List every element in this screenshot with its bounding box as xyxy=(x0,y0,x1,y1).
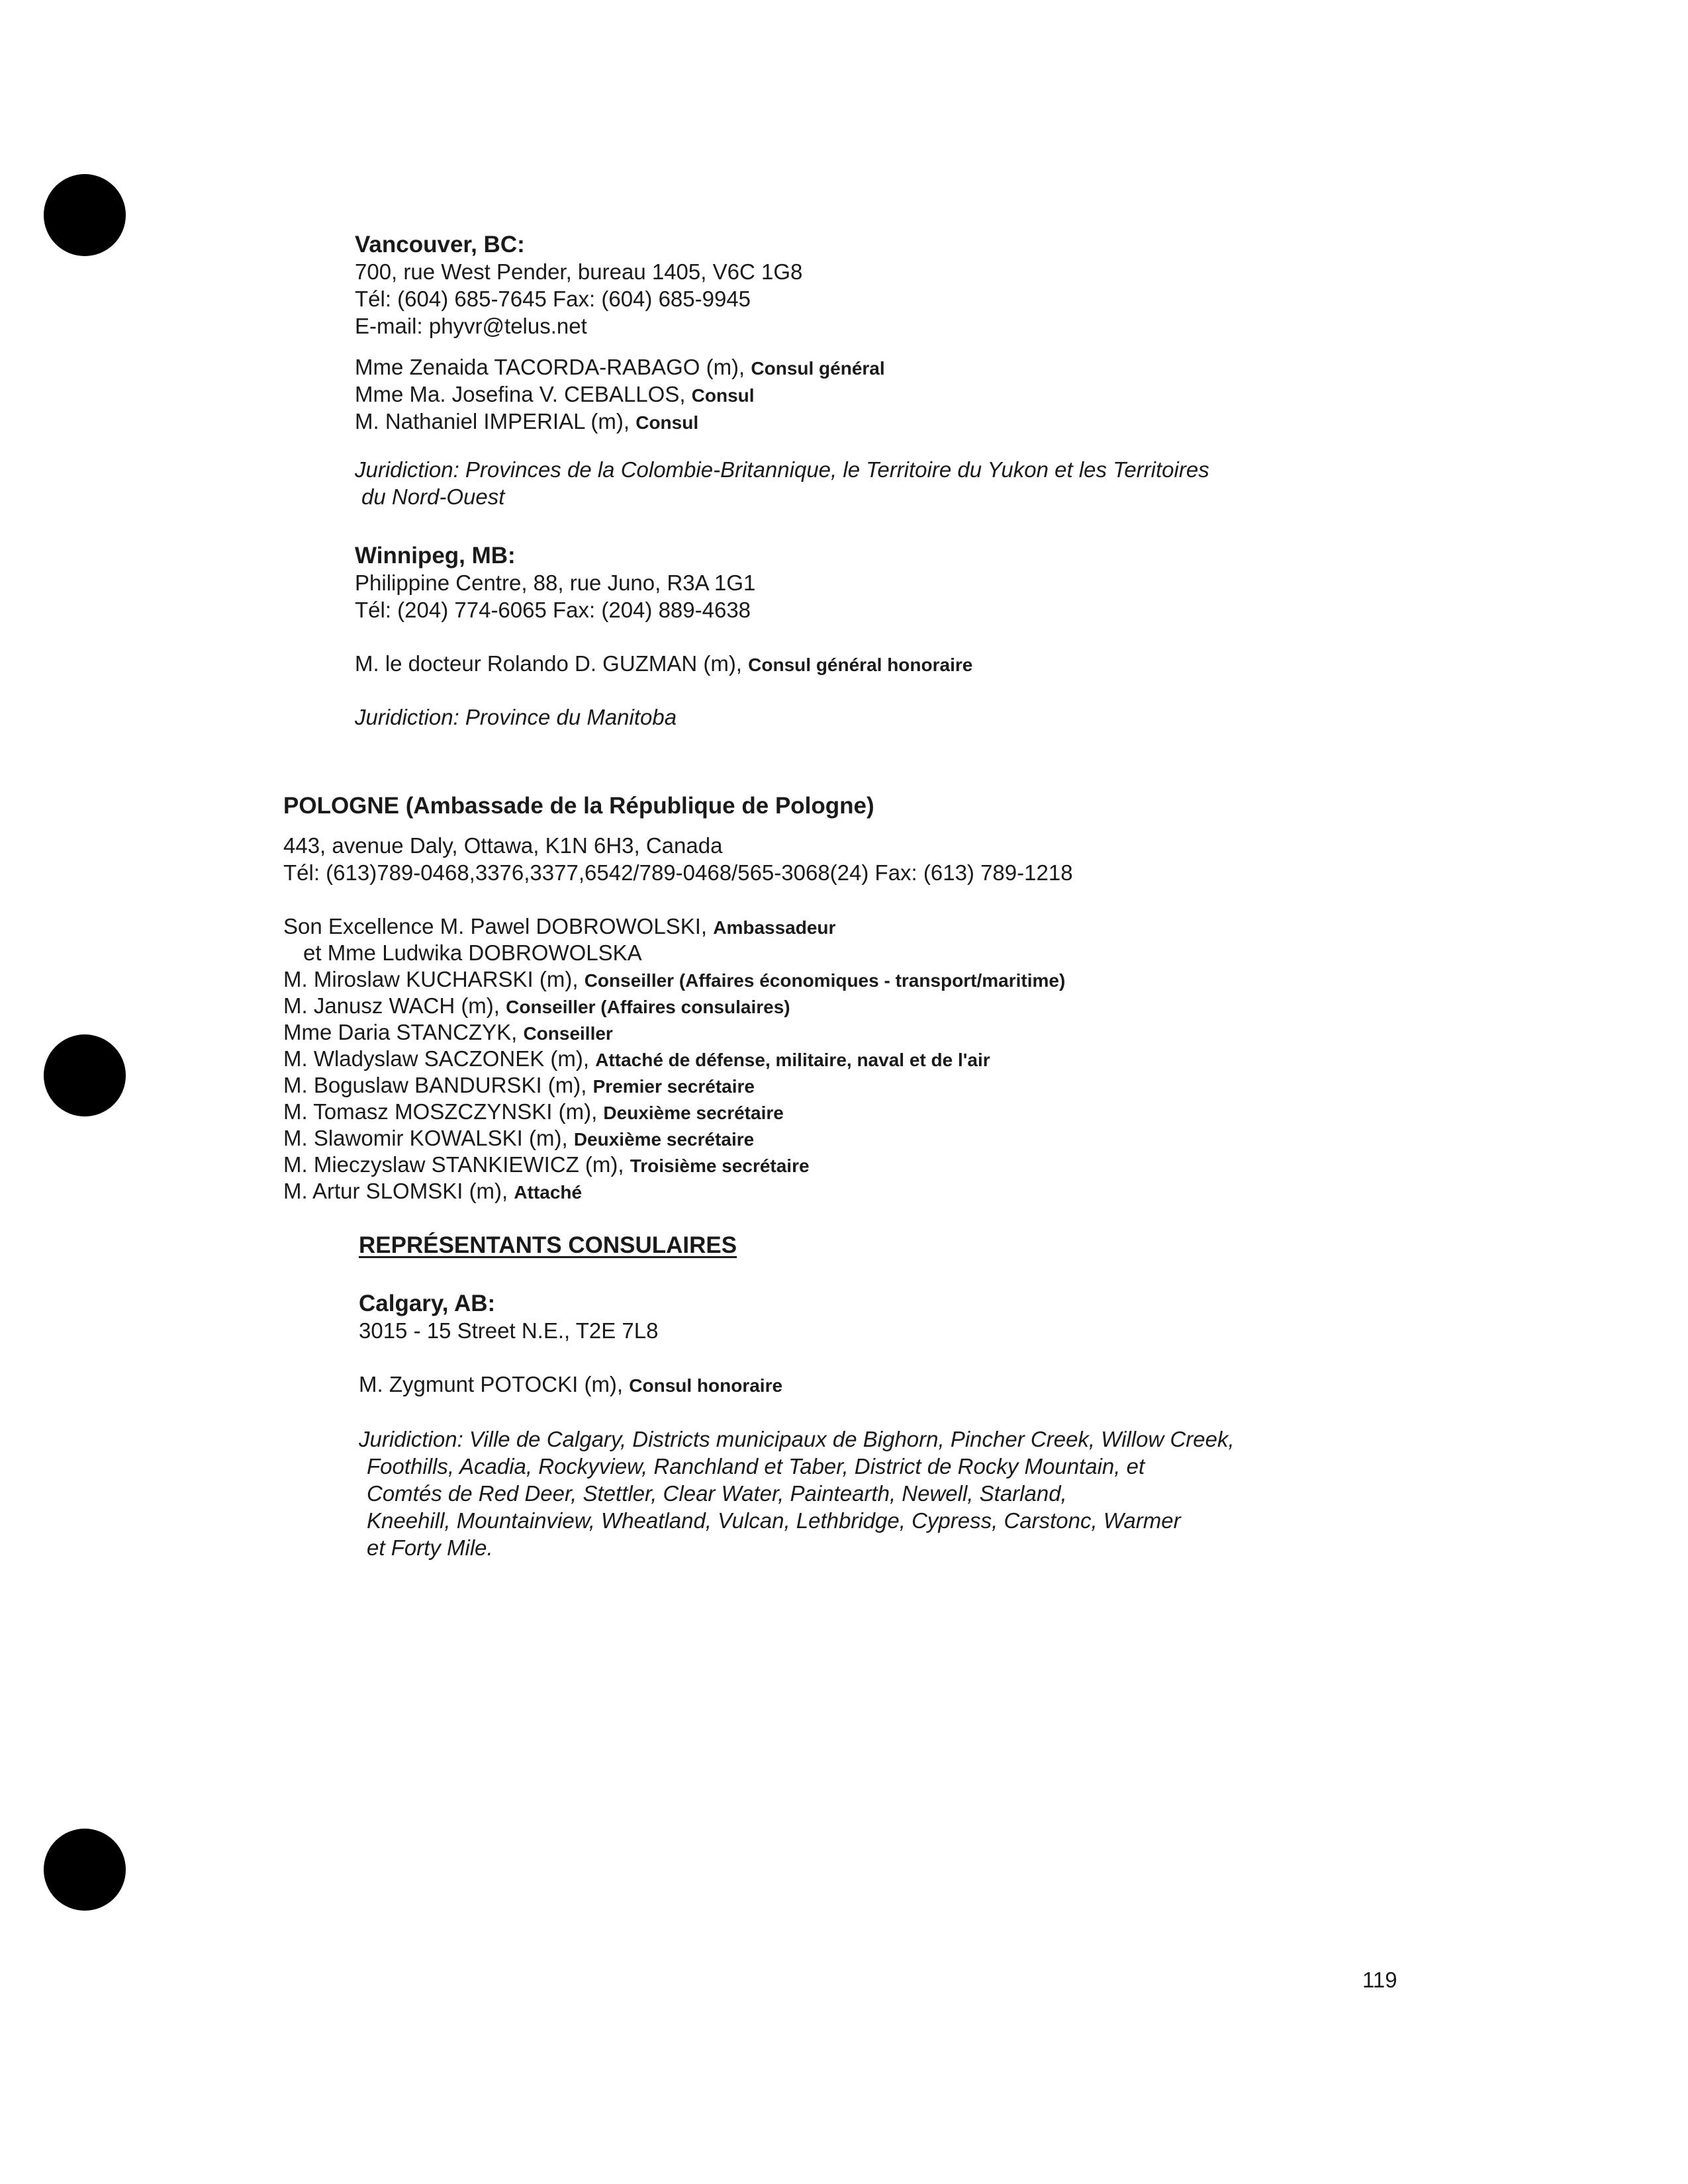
pologne-staff-3 xyxy=(283,966,1065,994)
vancouver-jurisdiction-2: du Nord-Ouest xyxy=(361,484,505,509)
staff-name: M. Janusz WACH (m), xyxy=(283,993,506,1018)
pologne-staff-10 xyxy=(283,1152,810,1179)
calgary-jurisdiction-2: Foothills, Acadia, Rockyview, Ranchland et Taber, District de Rocky Mountain, et xyxy=(367,1454,1145,1479)
pologne-staff-1 xyxy=(283,913,835,941)
vancouver-address: 700, rue West Pender, bureau 1405, V6C 1G8 xyxy=(355,259,803,284)
staff-title: Attaché de défense, militaire, naval et de l'air xyxy=(595,1050,990,1070)
pologne-staff-8 xyxy=(283,1099,784,1126)
pologne-heading xyxy=(283,793,874,819)
staff-title: Consul honoraire xyxy=(629,1375,783,1396)
vancouver-heading: Vancouver, BC: xyxy=(355,232,525,257)
vancouver-staff-1 xyxy=(355,354,885,382)
staff-name: M. le docteur Rolando D. GUZMAN (m), xyxy=(355,651,749,676)
vancouver-staff-3 xyxy=(355,408,698,436)
staff-name: M. Artur SLOMSKI (m), xyxy=(283,1179,514,1203)
vancouver-email: E-mail: phyvr@telus.net xyxy=(355,314,587,338)
winnipeg-phone: Tél: (204) 774-6065 Fax: (204) 889-4638 xyxy=(355,598,751,622)
staff-title: Premier secrétaire xyxy=(592,1076,755,1097)
staff-name: Son Excellence M. Pawel DOBROWOLSKI, xyxy=(283,914,714,938)
pologne-staff-9 xyxy=(283,1125,754,1153)
vancouver-jurisdiction-1: Juridiction: Provinces de la Colombie-Britannique, le Territoire du Yukon et les Territoires xyxy=(355,457,1209,482)
pologne-address: 443, avenue Daly, Ottawa, K1N 6H3, Canada xyxy=(283,833,723,858)
binder-hole-middle xyxy=(44,1034,126,1116)
staff-title: Conseiller (Affaires économiques - transport/maritime) xyxy=(584,970,1066,991)
winnipeg-staff-1 xyxy=(355,651,972,678)
calgary-heading: Calgary, AB: xyxy=(359,1291,496,1316)
staff-name: M. Nathaniel IMPERIAL (m), xyxy=(355,409,636,433)
calgary-jurisdiction-5: et Forty Mile. xyxy=(367,1535,493,1560)
staff-name: et Mme Ludwika DOBROWOLSKA xyxy=(303,940,642,965)
calgary-staff xyxy=(359,1371,782,1399)
staff-title: Consul xyxy=(691,385,755,406)
staff-name: Mme Daria STANCZYK, xyxy=(283,1020,524,1044)
page-number: 119 xyxy=(1362,1968,1397,1992)
vancouver-phone: Tél: (604) 685-7645 Fax: (604) 685-9945 xyxy=(355,287,751,311)
vancouver-staff-2 xyxy=(355,381,755,409)
staff-name: M. Boguslaw BANDURSKI (m), xyxy=(283,1073,593,1097)
staff-name: Mme Zenaida TACORDA-RABAGO (m), xyxy=(355,355,751,379)
staff-name: M. Tomasz MOSZCZYNSKI (m), xyxy=(283,1099,604,1124)
staff-title: Consul xyxy=(635,412,699,433)
winnipeg-heading: Winnipeg, MB: xyxy=(355,543,516,569)
staff-title: Deuxième secrétaire xyxy=(603,1103,784,1123)
staff-title: Consul général xyxy=(751,358,885,379)
pologne-staff-6 xyxy=(283,1046,990,1073)
staff-title: Conseiller xyxy=(523,1023,613,1044)
binder-hole-top xyxy=(44,174,126,256)
binder-hole-bottom xyxy=(44,1829,126,1911)
staff-name: M. Wladyslaw SACZONEK (m), xyxy=(283,1046,596,1071)
pologne-staff-5 xyxy=(283,1019,613,1047)
pologne-staff-2 xyxy=(303,940,642,968)
staff-name: M. Mieczyslaw STANKIEWICZ (m), xyxy=(283,1152,630,1177)
calgary-address: 3015 - 15 Street N.E., T2E 7L8 xyxy=(359,1318,659,1343)
staff-title: Troisième secrétaire xyxy=(630,1156,810,1176)
staff-title: Deuxième secrétaire xyxy=(573,1129,755,1150)
calgary-jurisdiction-1: Juridiction: Ville de Calgary, Districts municipaux de Bighorn, Pincher Creek, Willow Creek, xyxy=(359,1427,1235,1451)
calgary-jurisdiction-3: Comtés de Red Deer, Stettler, Clear Water, Paintearth, Newell, Starland, xyxy=(367,1481,1067,1506)
staff-title: Attaché xyxy=(514,1182,583,1203)
winnipeg-jurisdiction: Juridiction: Province du Manitoba xyxy=(355,705,677,729)
staff-title: Consul général honoraire xyxy=(748,655,973,675)
winnipeg-address: Philippine Centre, 88, rue Juno, R3A 1G1 xyxy=(355,570,756,595)
pologne-phone: Tél: (613)789-0468,3376,3377,6542/789-0468/565-3068(24) Fax: (613) 789-1218 xyxy=(283,860,1073,885)
staff-name: Mme Ma. Josefina V. CEBALLOS, xyxy=(355,382,692,406)
pologne-staff-11 xyxy=(283,1178,582,1206)
pologne-staff-7 xyxy=(283,1072,755,1100)
consular-representatives-heading: REPRÉSENTANTS CONSULAIRES xyxy=(359,1232,737,1258)
country-name: POLOGNE xyxy=(283,793,400,819)
staff-title: Ambassadeur xyxy=(713,917,836,938)
calgary-jurisdiction-4: Kneehill, Mountainview, Wheatland, Vulcan, Lethbridge, Cypress, Carstonc, Warmer xyxy=(367,1508,1181,1533)
staff-name: M. Miroslaw KUCHARSKI (m), xyxy=(283,967,585,991)
embassy-name: (Ambassade de la République de Pologne) xyxy=(399,793,874,819)
staff-title: Conseiller (Affaires consulaires) xyxy=(506,997,790,1017)
pologne-staff-4 xyxy=(283,993,790,1021)
staff-name: M. Slawomir KOWALSKI (m), xyxy=(283,1126,574,1150)
staff-name: M. Zygmunt POTOCKI (m), xyxy=(359,1372,630,1396)
